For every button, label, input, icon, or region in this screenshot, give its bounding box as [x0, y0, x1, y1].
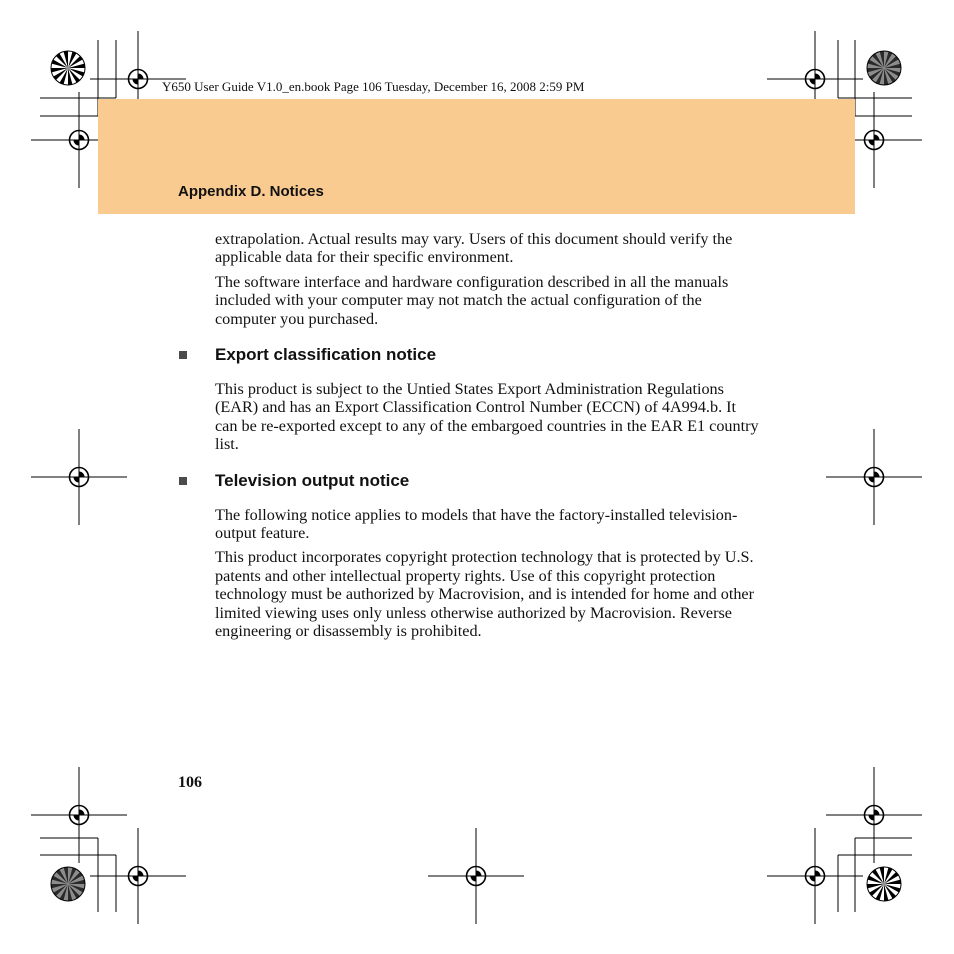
registration-mark-icon [767, 828, 863, 924]
intro-paragraph: The software interface and hardware configuration described in all the manuals included with your computer may not match the actual configuration of the computer you purchased. [215, 272, 729, 328]
export-paragraph: This product is subject to the Untied States Export Administration Regulations (EAR) and has an Export Classification Control Number (ECCN) of 4A994.b. It can be re-exported except to any of the embargoed countries in the EAR E1 country list. [215, 380, 759, 454]
television-heading-text: Television output notice [215, 470, 410, 490]
color-wheel-icon [867, 51, 901, 85]
color-wheel-icon [867, 867, 901, 901]
intro-paragraph: extrapolation. Actual results may vary. Users of this document should verify the applicable data for their specific environment. [215, 230, 733, 267]
television-paragraph: This product incorporates copyright protection technology that is protected by U.S. patents and other intellectual property rights. Use of this copyright protection technology must be authorized by Macrovision, and is intended for home and other limited viewing uses only unless otherwise authorized by Macrovision. Reverse engineering or disassembly is prohibited. [215, 548, 755, 641]
registration-mark-icon [826, 429, 922, 525]
page-number: 106 [178, 774, 202, 791]
page-content [215, 230, 760, 647]
television-paragraph: The following notice applies to models that have the factory-installed television-output feature. [215, 505, 738, 543]
registration-mark-icon [31, 429, 127, 525]
registration-mark-icon [428, 828, 524, 924]
television-heading [215, 470, 760, 492]
export-heading [215, 344, 760, 366]
square-bullet-icon [179, 477, 187, 485]
export-heading-text: Export classification notice [215, 345, 437, 365]
registration-mark-icon [31, 767, 127, 863]
section-title: Appendix D. Notices [178, 183, 324, 200]
color-wheel-icon [51, 51, 85, 85]
square-bullet-icon [179, 351, 187, 359]
registration-mark-icon [826, 767, 922, 863]
registration-mark-icon [90, 828, 186, 924]
color-wheel-icon [51, 867, 85, 901]
book-info-line: Y650 User Guide V1.0_en.book Page 106 Tuesday, December 16, 2008 2:59 PM [162, 79, 585, 94]
